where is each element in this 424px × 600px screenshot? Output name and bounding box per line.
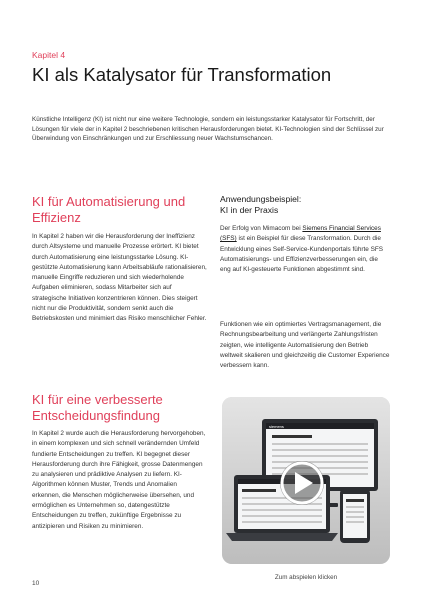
page-title: KI als Katalysator für Transformation <box>32 64 332 85</box>
example-heading-line2: KI in der Praxis <box>220 205 279 215</box>
page-number: 10 <box>32 580 40 587</box>
svg-text:siemens: siemens <box>269 424 284 429</box>
video-thumbnail[interactable] <box>222 397 390 564</box>
siemens-financial-services-link[interactable]: Siemens Financial Services (SFS) <box>220 225 381 243</box>
video-preview-illustration <box>222 397 390 564</box>
example-heading <box>220 194 390 216</box>
section-automation-body: In Kapitel 2 haben wir die Herausforderung der Ineffizienz durch Altsysteme und manuelle Prozesse erörtert. KI bietet durch Automatisierung eine leistungsstarke Lösung. KI-gestützte Automatisierung kann Arbeitsabläufe rationalisieren, manuelle Eingriffe reduzieren und sich wiederholende Aufgaben eliminieren, sodass Mitarbeiter sich auf strategische Initiativen konzentrieren können. Dies steigert nicht nur die Produktivität, sondern senkt auch die Betriebskosten und minimiert das Risiko menschlicher Fehler. <box>32 233 207 323</box>
section-decision-body: In Kapitel 2 wurde auch die Herausforderung hervorgehoben, in einem komplexen und sich schnell verändernden Umfeld fundierte Entscheidungen zu treffen. KI begegnet dieser Herausforderung durch ihre Fähigkeit, grosse Datenmengen zu analysieren und prädiktive Analysen zu liefern. KI-Algorithmen können Muster, Trends und Anomalien erkennen, die Menschen möglicherweise übersehen, und ermöglichen es Unternehmen so, datengestützte Entscheidungen zu treffen, zukünftige Ergebnisse zu antizipieren und Risiken zu minimieren. <box>32 430 206 530</box>
example-text-before: Der Erfolg von Mimacom bei <box>220 225 303 232</box>
example-text-after: ist ein Beispiel für diese Transformation. Durch die Entwicklung eines Self-Service-Kundenportals führte SFS Automatisierungs- und Effizienzverbesserungen ein, die eng auf KI-gesteuerte Funktionen abgestimmt sind. <box>220 235 384 274</box>
section-decision-heading: KI für eine verbesserte Entscheidungsfindung <box>32 392 163 423</box>
example-paragraph-1 <box>220 224 390 275</box>
intro-paragraph: Künstliche Intelligenz (KI) ist nicht nur eine weitere Technologie, sondern ein leistungsstarker Katalysator für Fortschritt, der Lösungen für viele der in Kapitel 2 beschriebenen kritischen Herausforderungen bietet. KI-Technologien sind der Schlüssel zur Überwindung von Einschränkungen und zur Erschliessung neuer Wachstumschancen. <box>32 116 384 143</box>
example-paragraph-2: Funktionen wie ein optimiertes Vertragsmanagement, die Rechnungsbearbeitung und verlängerte Zahlungsfristen zeigten, wie intelligente Automatisierung den Betrieb weltweit skalieren und gleichzeitig die Customer Experience verbessern kann. <box>220 321 390 370</box>
chapter-label: Kapitel 4 <box>32 50 66 60</box>
play-button-icon <box>280 461 324 505</box>
example-heading-line1: Anwendungsbeispiel: <box>220 194 302 204</box>
section-automation-heading: KI für Automatisierung und Effizienz <box>32 194 186 225</box>
phone-icon <box>340 489 370 543</box>
video-caption: Zum abspielen klicken <box>274 574 338 581</box>
